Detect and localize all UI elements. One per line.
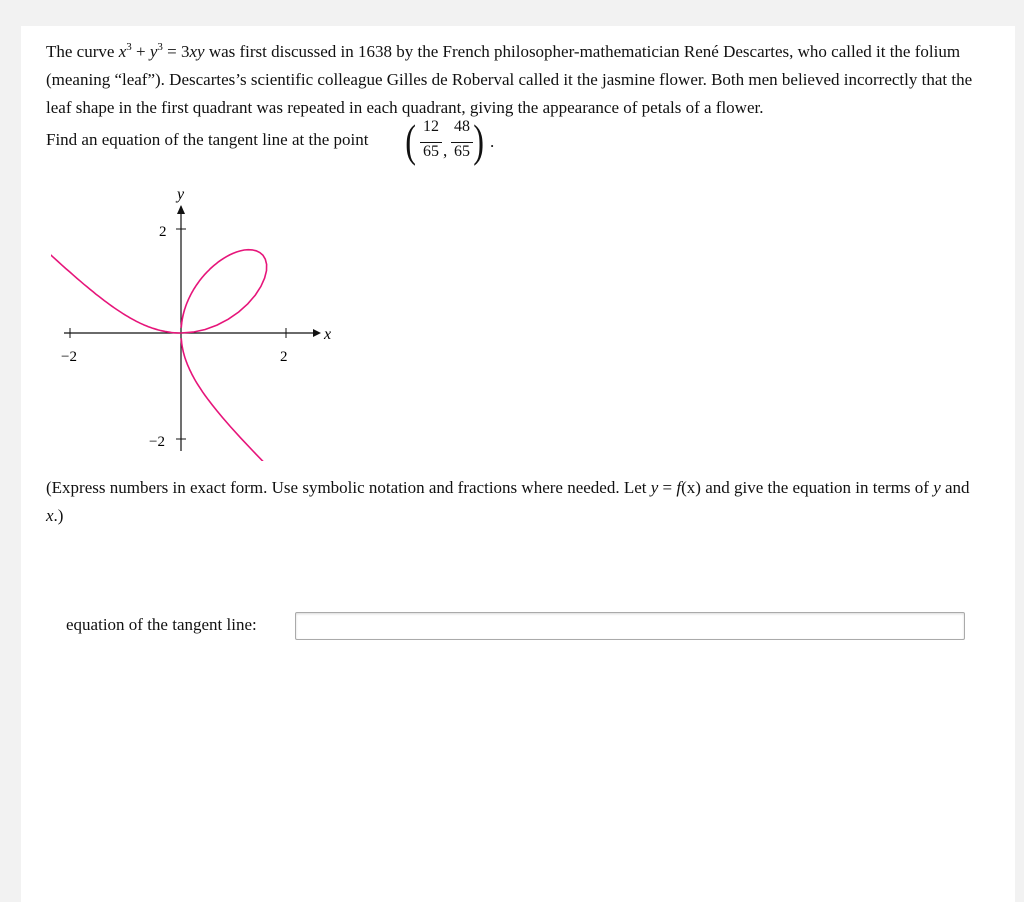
x-axis-label: x	[324, 326, 332, 343]
note-text-continued: and give the equation in terms of	[700, 478, 934, 497]
fraction-denominator: 65	[423, 143, 439, 160]
folium-curve	[51, 213, 279, 462]
var-y: y	[650, 478, 659, 497]
problem-text-continued: was first discussed in 1638 by the French philosopher-mathematician René Descartes, who called it the folium (meaning “leaf”). Descartes’s scientific colleague Gilles de Roberval called it the jasmine flower. Both men believed incorrectly that the leaf shape in the first quadrant was repeated in each quadrant, giving the appearance of petals of a flower.	[46, 42, 973, 117]
instruction-note	[46, 474, 986, 530]
problem-text: The curve	[46, 42, 119, 61]
function-f: f	[676, 478, 682, 497]
period: .	[490, 132, 495, 151]
y-tick-label-pos2: 2	[159, 224, 167, 240]
answer-label: equation of the tangent line:	[66, 615, 257, 634]
var-x: x	[118, 42, 127, 61]
folium-graph	[51, 181, 351, 461]
fraction-numerator: 48	[454, 118, 470, 135]
var-y: y	[933, 478, 941, 497]
problem-statement	[46, 38, 1001, 122]
plus-sign: +	[131, 42, 150, 61]
exponent: 3	[126, 41, 132, 53]
y-axis-arrow	[177, 205, 185, 214]
x-tick-label-pos2: 2	[280, 349, 288, 365]
equals-sign: =	[658, 478, 677, 497]
x-tick-label-neg2: −2	[61, 349, 77, 365]
y-axis-label: y	[177, 186, 185, 203]
left-paren: (	[405, 115, 417, 166]
note-text: (Express numbers in exact form. Use symbolic notation and fractions where needed. Let	[46, 478, 651, 497]
tangent-line-input[interactable]	[295, 612, 965, 640]
y-tick-label-neg2: −2	[149, 434, 165, 450]
equals-sign: = 3	[162, 42, 190, 61]
var-xy: xy	[189, 42, 205, 61]
fraction-denominator: 65	[454, 143, 470, 160]
right-paren: )	[473, 115, 485, 166]
find-text: Find an equation of the tangent line at the point	[46, 130, 369, 149]
fraction-numerator: 12	[423, 118, 439, 135]
var-x: x	[46, 506, 54, 525]
question-card	[21, 26, 1015, 902]
x-axis-arrow	[313, 329, 321, 337]
function-arg: (x)	[681, 478, 701, 497]
var-y: y	[149, 42, 158, 61]
note-and: and	[940, 478, 970, 497]
find-instruction	[46, 114, 746, 174]
comma: ,	[443, 141, 448, 160]
exponent: 3	[157, 41, 163, 53]
note-end: .)	[53, 506, 64, 525]
